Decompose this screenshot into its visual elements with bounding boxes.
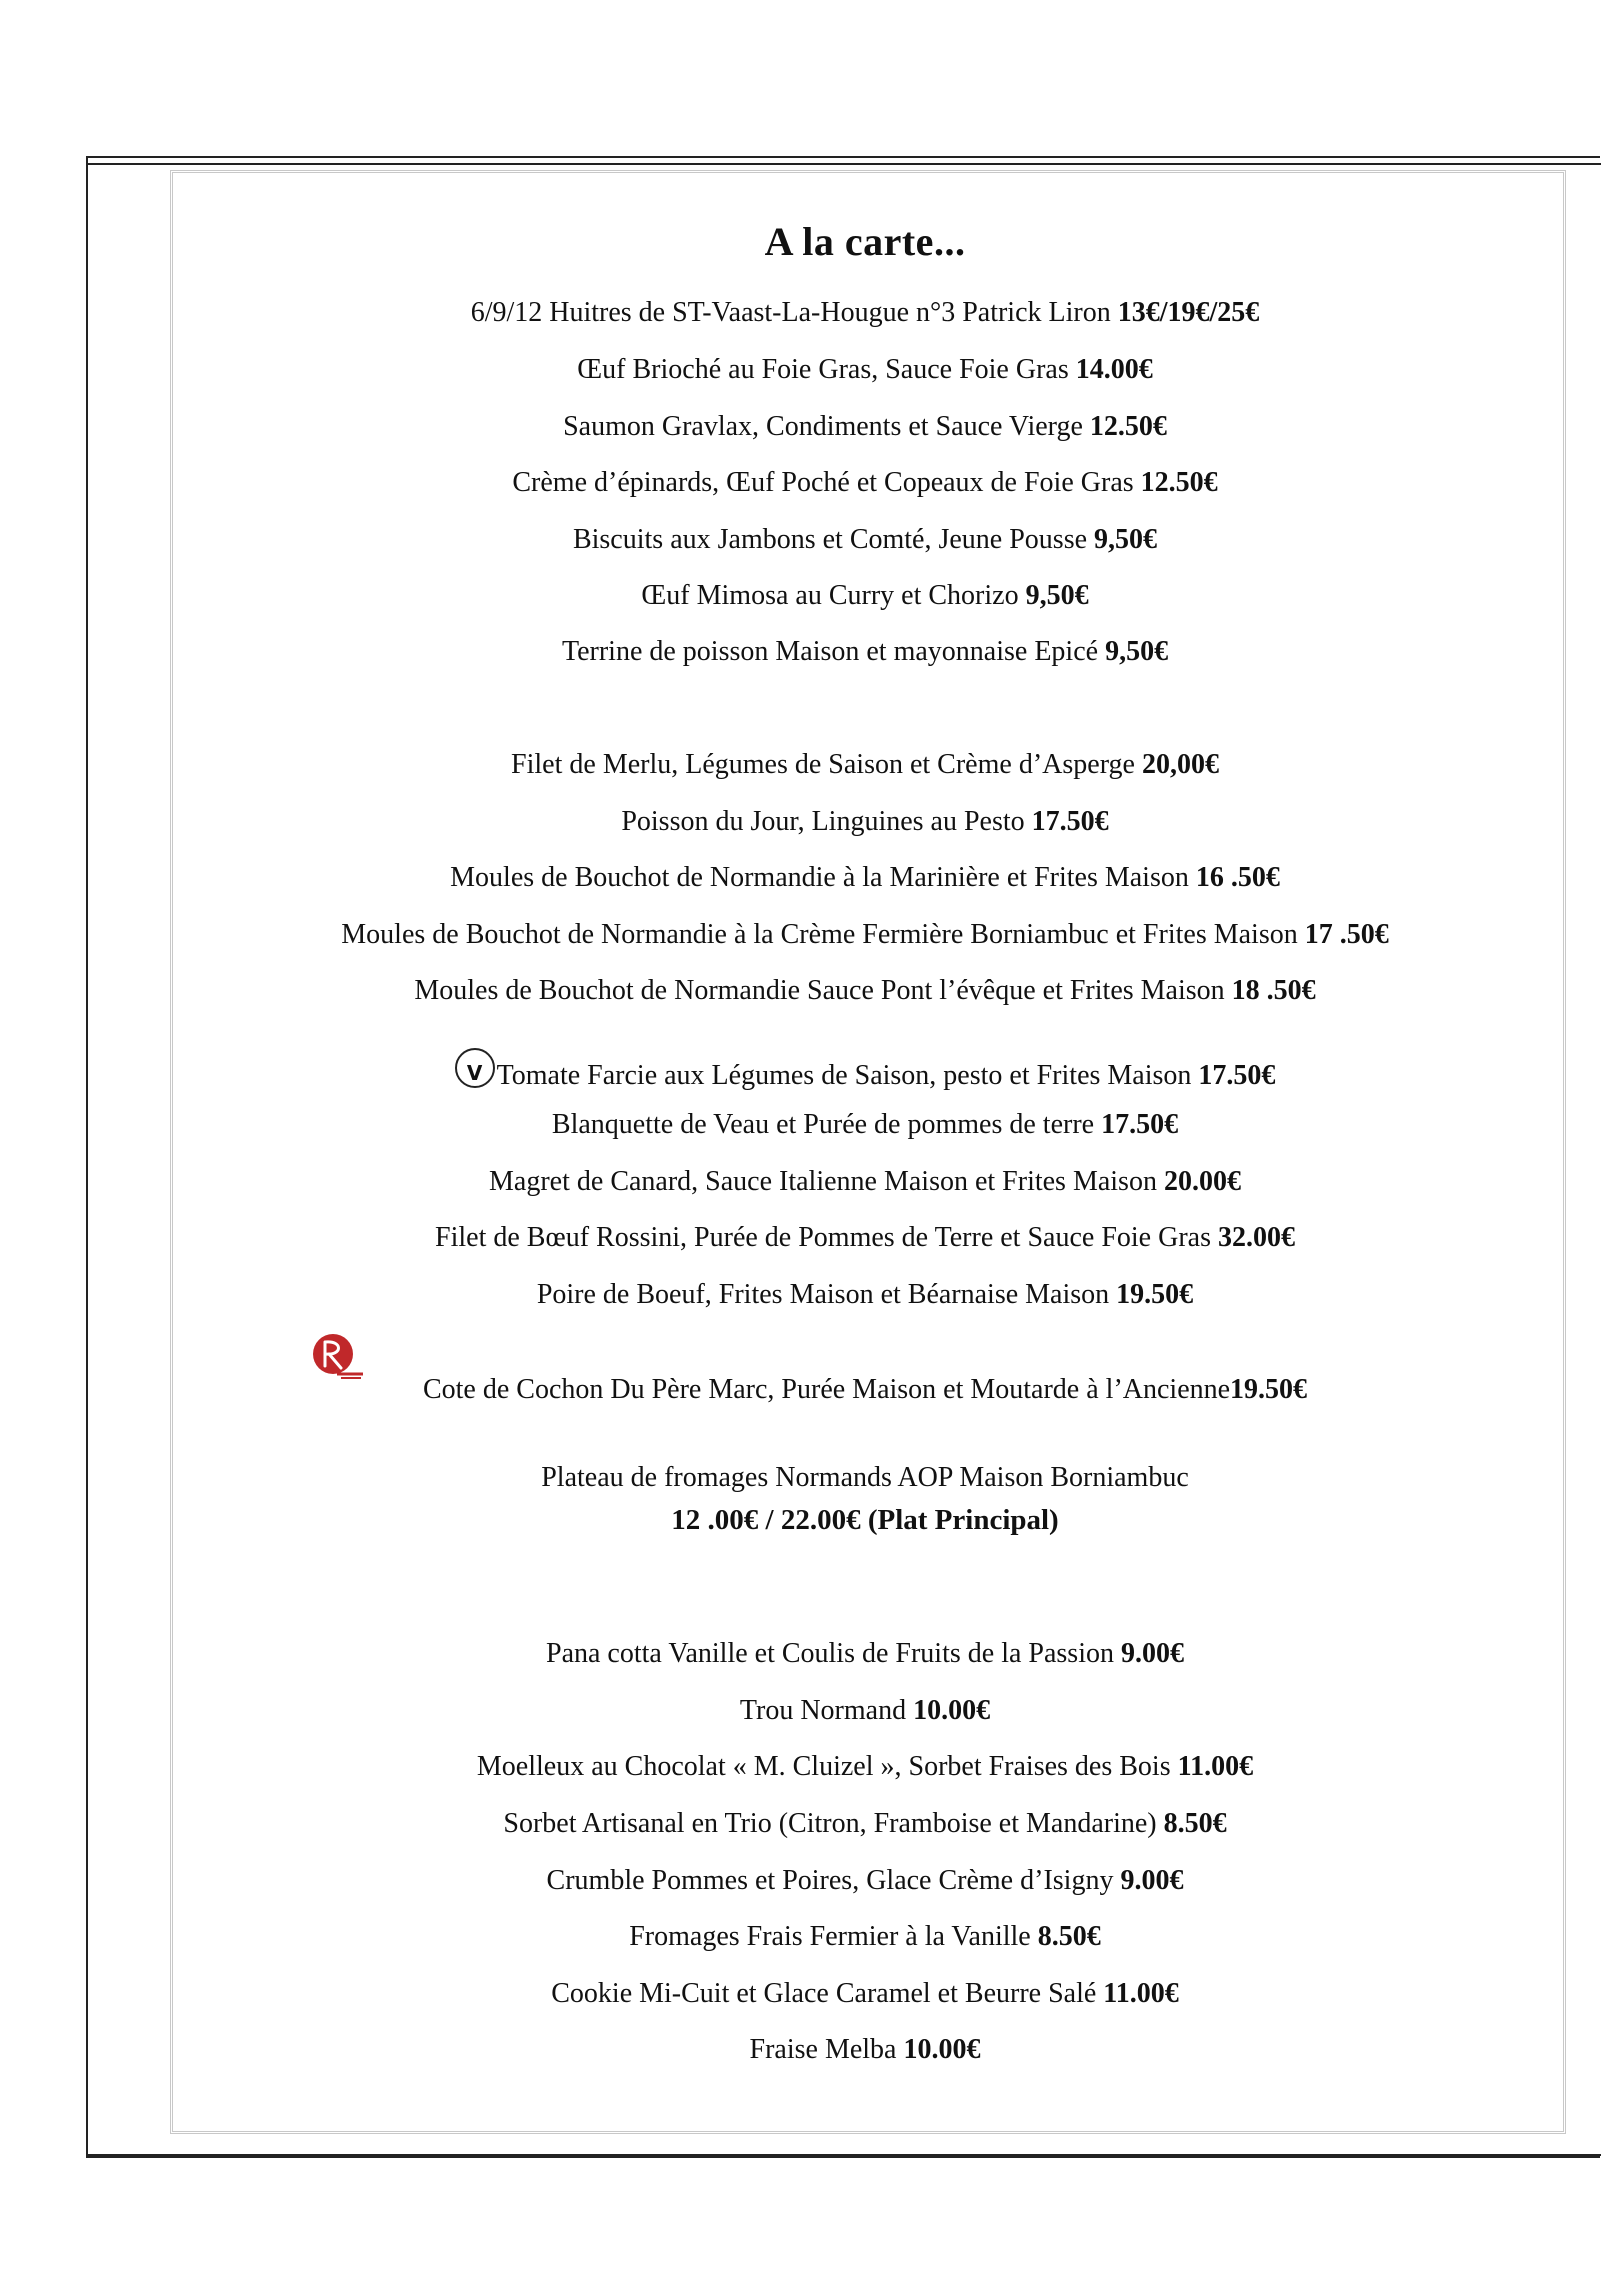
menu-item: Magret de Canard, Sauce Italienne Maison et Frites Maison 20.00€ [489,1166,1241,1197]
menu-item: Moelleux au Chocolat « M. Cluizel », Sorbet Fraises des Bois 11.00€ [476,1751,1254,1782]
menu-item: Cote de Cochon Du Père Marc, Purée Maison et Moutarde à l’Ancienne19.50€ [422,1374,1308,1405]
menu-item: Filet de Merlu, Légumes de Saison et Crème d’Asperge 20,00€ [511,749,1219,780]
price: 13€/19€/25€ [1117,297,1260,328]
menu-item: Cookie Mi-Cuit et Glace Caramel et Beurre Salé 11.00€ [551,1978,1179,2009]
price: 9,50€ [1025,580,1089,611]
price: 17 .50€ [1304,919,1389,950]
menu-item: Œuf Brioché au Foie Gras, Sauce Foie Gras 14.00€ [577,354,1153,385]
cheese-plate-price: 12 .00€ / 22.00€ (Plat Principal) [671,1504,1059,1536]
price: 9,50€ [1105,636,1169,667]
menu-item: Biscuits aux Jambons et Comté, Jeune Pousse 9,50€ [572,524,1158,555]
menu-item: Moules de Bouchot de Normandie à la Marinière et Frites Maison 16 .50€ [450,862,1280,893]
menu-item: Moules de Bouchot de Normandie Sauce Pont l’évêque et Frites Maison 18 .50€ [414,975,1316,1006]
menu-item: Poisson du Jour, Linguines au Pesto 17.50€ [621,806,1109,837]
price: 20,00€ [1141,749,1219,780]
price: 10.00€ [903,2034,981,2065]
vegetarian-v-icon: V [455,1048,495,1088]
price: 11.00€ [1177,1751,1254,1782]
menu-item: Trou Normand 10.00€ [739,1695,991,1726]
price: 12.50€ [1140,467,1218,498]
price: 12.50€ [1089,411,1167,442]
price: 9.00€ [1120,1865,1184,1896]
cheese-plate: Plateau de fromages Normands AOP Maison Borniambuc [541,1462,1189,1493]
price: 19.50€ [1116,1279,1194,1310]
price: 16 .50€ [1195,862,1280,893]
menu-item: V Tomate Farcie aux Légumes de Saison, pesto et Frites Maison 17.50€ [170,1048,1560,1096]
menu-item: Fromages Frais Fermier à la Vanille 8.50€ [629,1921,1101,1952]
price: 32.00€ [1217,1222,1295,1253]
menu-item: Saumon Gravlax, Condiments et Sauce Vierge 12.50€ [563,411,1167,442]
price: 17.50€ [1101,1109,1179,1140]
menu-item: 6/9/12 Huitres de ST-Vaast-La-Hougue n°3 Patrick Liron 13€/19€/25€ [470,297,1260,328]
price: 8.50€ [1163,1808,1227,1839]
price: 17.50€ [1198,1060,1276,1091]
menu-item: Blanquette de Veau et Purée de pommes de terre 17.50€ [551,1109,1179,1140]
price: 19.50€ [1230,1374,1308,1405]
menu-item: Sorbet Artisanal en Trio (Citron, Framboise et Mandarine) 8.50€ [503,1808,1227,1839]
menu-title: A la carte... [764,219,966,264]
menu-item: Filet de Bœuf Rossini, Purée de Pommes de Terre et Sauce Foie Gras 32.00€ [435,1222,1295,1253]
menu-item: Fraise Melba 10.00€ [749,2034,981,2065]
price: 14.00€ [1075,354,1153,385]
menu-item: Poire de Boeuf, Frites Maison et Béarnaise Maison 19.50€ [536,1279,1194,1310]
price: 10.00€ [913,1695,991,1726]
menu-item: Moules de Bouchot de Normandie à la Crème Fermière Borniambuc et Frites Maison 17 .50€ [341,919,1389,950]
menu-item: Crème d’épinards, Œuf Poché et Copeaux de Foie Gras 12.50€ [512,467,1218,498]
frame-top-rule [86,163,1601,165]
price: 11.00€ [1103,1978,1179,2009]
menu-item: Terrine de poisson Maison et mayonnaise Epicé 9,50€ [561,636,1169,667]
menu-item: Pana cotta Vanille et Coulis de Fruits de la Passion 9.00€ [546,1638,1184,1669]
frame-bottom-rule [86,2154,1601,2156]
price: 9.00€ [1120,1638,1184,1669]
price: 8.50€ [1037,1921,1101,1952]
price: 9,50€ [1094,524,1158,555]
menu-item: Œuf Mimosa au Curry et Chorizo 9,50€ [641,580,1089,611]
price: 20.00€ [1163,1166,1241,1197]
menu-item: Crumble Pommes et Poires, Glace Crème d’Isigny 9.00€ [546,1865,1184,1896]
price: 17.50€ [1031,806,1109,837]
price: 18 .50€ [1231,975,1316,1006]
label-rouge-logo [307,1330,365,1388]
